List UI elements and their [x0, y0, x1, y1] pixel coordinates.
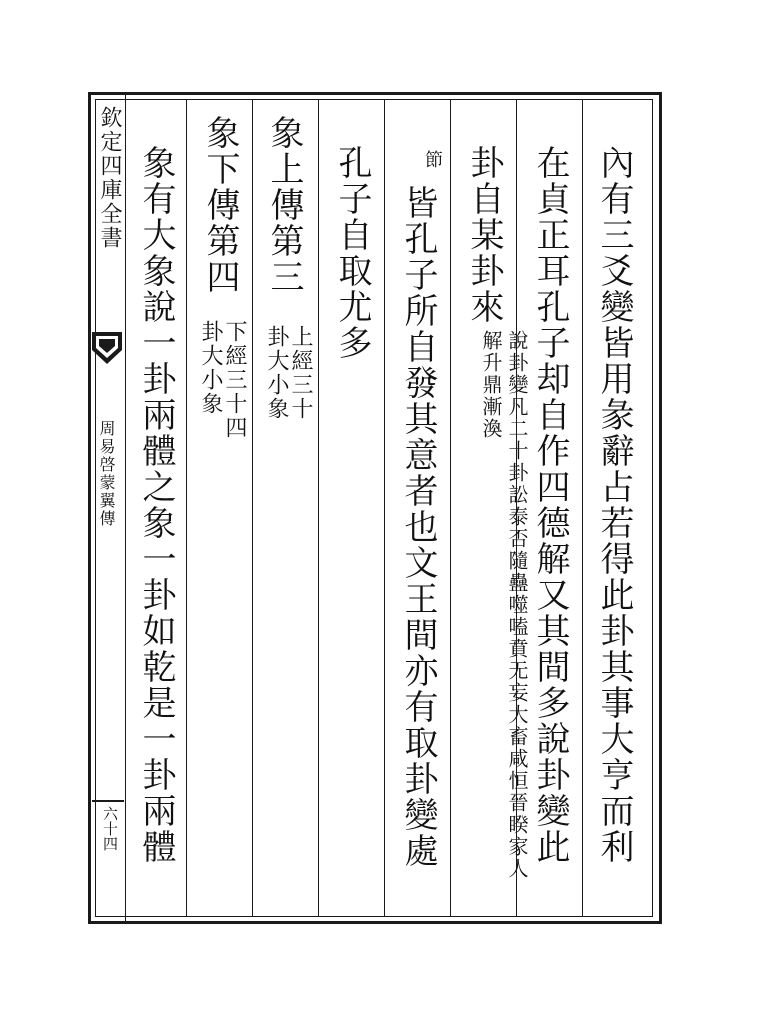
text-column-1: 內有三爻變皆用彖辭占若得此卦其事大亨而利: [594, 145, 634, 865]
fish-tail-icon: [90, 330, 124, 374]
text-column-4: 皆孔子所自發其意者也文王間亦有取卦變處: [398, 185, 438, 869]
text-column-6: 象上傳第三: [264, 115, 304, 295]
text-column-2: 在貞正耳孔子却自作四德解又其間多說卦變此: [530, 145, 570, 865]
book-title: 周易啓蒙翼傳: [97, 420, 116, 528]
column-rule: [186, 100, 187, 916]
column-4-top-note: 節: [422, 150, 443, 170]
column-rule: [318, 100, 319, 916]
text-column-5: 孔子自取尤多: [332, 145, 372, 361]
column-3-note: 說卦變凡二十卦訟泰否隨蠱噬嗑賁无妄大畜咸恒晉睽家人解升鼎漸渙: [479, 330, 529, 880]
column-rule: [252, 100, 253, 916]
folio-number: 六十四: [101, 806, 119, 851]
column-rule: [582, 100, 583, 916]
column-6-note: 上經三十卦大小象: [264, 325, 313, 421]
column-rule: [384, 100, 385, 916]
column-rule: [450, 100, 451, 916]
text-column-8: 象有大象說一卦兩體之象一卦如乾是一卦兩體: [136, 145, 176, 865]
text-column-3: 卦自某卦來: [464, 145, 504, 325]
column-7-note: 下經三十四卦大小象: [198, 320, 247, 440]
folio-divider: [92, 800, 124, 802]
text-column-7: 象下傳第四: [200, 115, 240, 295]
library-title: 欽定四庫全書: [97, 106, 122, 250]
